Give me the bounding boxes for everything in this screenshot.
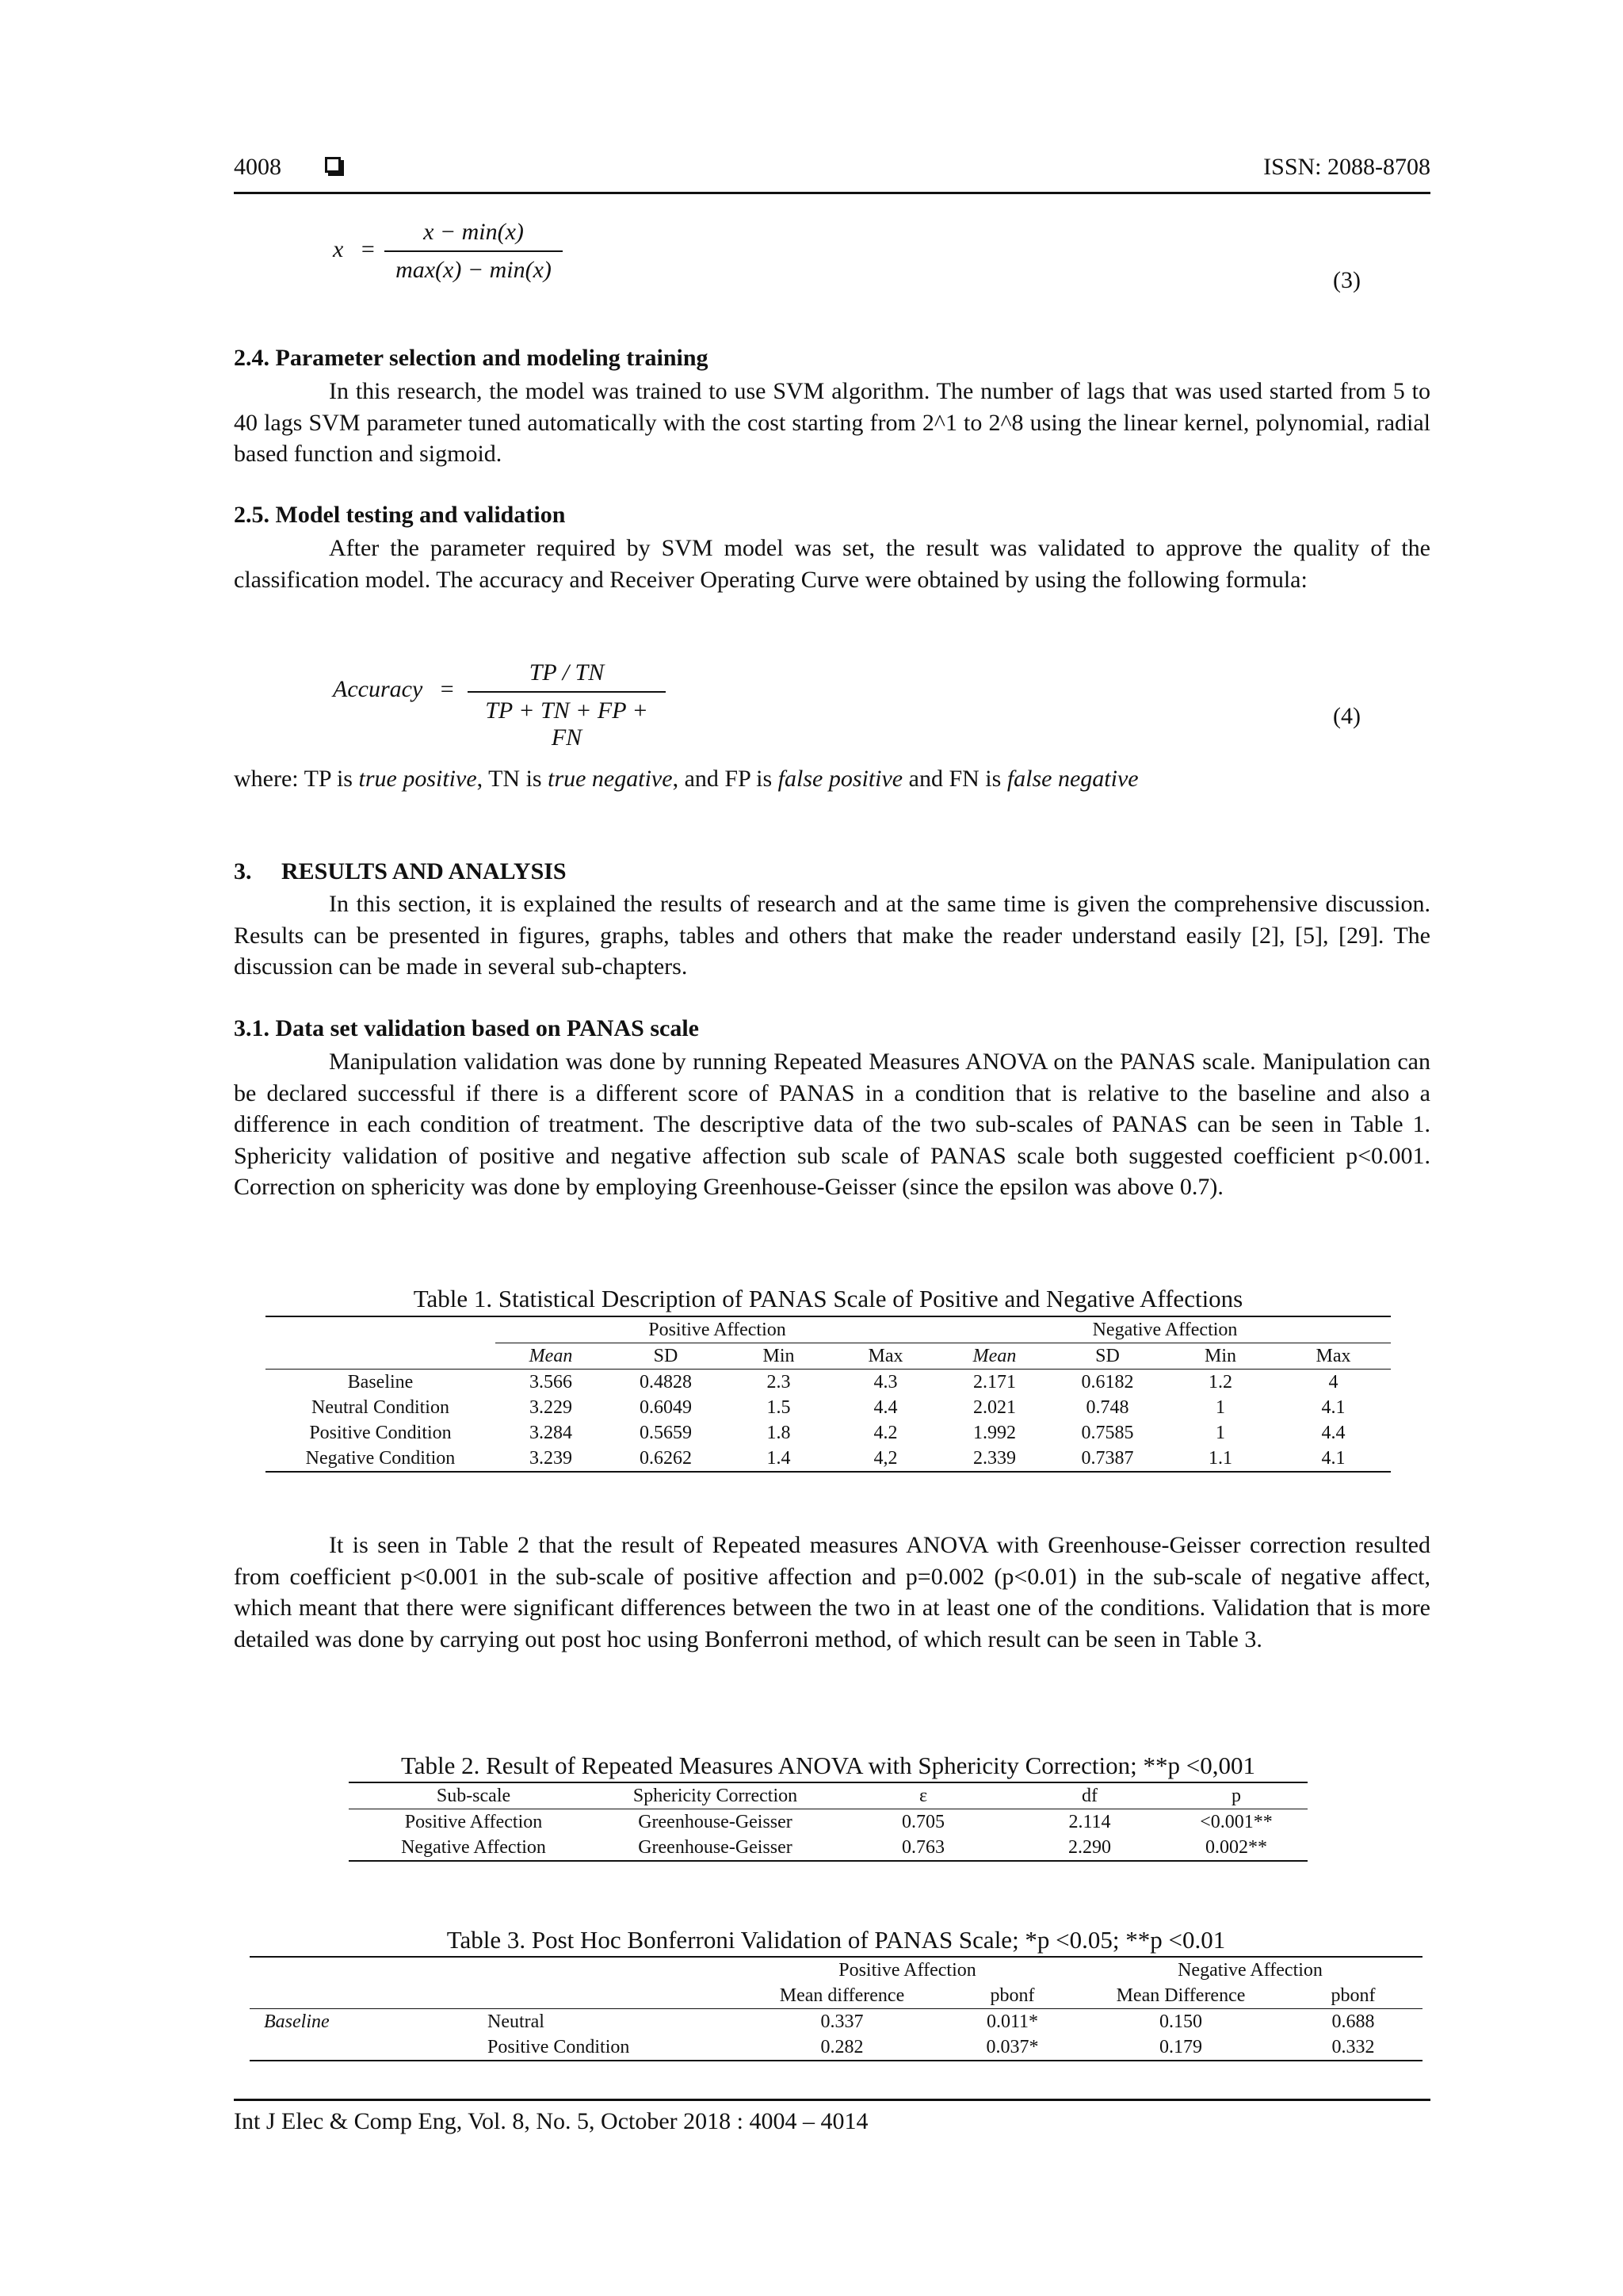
section-heading-3-1: 3.1. Data set validation based on PANAS scale <box>234 1015 699 1041</box>
table3-caption: Table 3. Post Hoc Bonferroni Validation of PANAS Scale; *p <0.05; **p <0.01 <box>446 1926 1226 1954</box>
fraction-bar <box>468 691 666 693</box>
eq3-lhs: x = <box>333 236 375 262</box>
table1-col-header: Mean <box>939 1343 1050 1370</box>
page-footer: Int J Elec & Comp Eng, Vol. 8, No. 5, October 2018 : 4004 – 4014 <box>234 2108 869 2134</box>
eq4-numerator: TP / TN <box>529 659 605 686</box>
table2 <box>349 1782 1308 1862</box>
section-heading-2-4: 2.4. Parameter selection and modeling training <box>234 345 708 371</box>
page-header <box>234 154 1430 185</box>
eq3-fraction <box>384 219 563 284</box>
table1-col-header: SD <box>606 1343 725 1370</box>
table1 <box>265 1316 1391 1473</box>
table3-col-header: pbonf <box>947 1983 1078 2009</box>
table-row: Baseline 3.566 0.4828 2.3 4.3 2.171 0.6182 1.2 4 <box>347 1372 1338 1392</box>
table3-col-header: pbonf <box>1284 1983 1423 2009</box>
footer-rule <box>234 2099 1430 2101</box>
table1-group-negative: Negative Affection <box>939 1316 1391 1343</box>
table2-col-header: p <box>1165 1782 1308 1809</box>
table-row: Negative Condition 3.239 0.6262 1.4 4,2 2.339 0.7387 1.1 4.1 <box>265 1446 1391 1472</box>
table1-col-header: Min <box>725 1343 832 1370</box>
eq3-numerator: x − min(x) <box>423 219 524 245</box>
table-row: Baseline Neutral 0.337 0.011* 0.150 0.688 <box>264 2011 1375 2032</box>
section-2-5-paragraph: After the parameter required by SVM model was set, the result was validated to approve the quality of the classification model. The accuracy and Receiver Operating Curve were obtained by using the following formula: <box>234 535 1430 593</box>
definitions-line: where: TP is true positive, TN is true negative, and FP is false positive and FN is false negative <box>234 766 1139 792</box>
section-3-paragraph: In this section, it is explained the results of research and at the same time is given the comprehensive discussion. Results can be presented in figures, graphs, tables and others that make the reader understand easily [2], [5], [29]. The discussion can be made in several sub-chapters. <box>234 891 1430 980</box>
table-row: Positive Affection Greenhouse-Geisser 0.705 2.114 <0.001** <box>404 1812 1273 1832</box>
eq3-denominator: max(x) − min(x) <box>395 257 552 283</box>
square-bullet-icon <box>325 157 341 173</box>
table3 <box>250 1956 1423 2061</box>
paper-page <box>234 0 1430 2296</box>
table1-col-header: SD <box>1050 1343 1165 1370</box>
table2-col-header: Sub-scale <box>349 1782 598 1809</box>
eq4-denominator: TP + TN + FP + FN <box>485 697 648 751</box>
table2-col-header: Sphericity Correction <box>598 1782 832 1809</box>
table-row: Positive Condition 0.282 0.037* 0.179 0.332 <box>250 2034 1423 2061</box>
eq3-number: (3) <box>1333 267 1361 293</box>
table2-intro-paragraph: It is seen in Table 2 that the result of Repeated measures ANOVA with Greenhouse-Geisser correction resulted from coefficient p<0.001 in the sub-scale of positive affection and p=0.002 (p<0.01) in the sub-scale of negative affect, which meant that there were significant differences between the two in at least one of the conditions. Validation that is more detailed was done by carrying out post hoc using Bonferroni method, of which result can be seen in Table 3. <box>234 1532 1430 1652</box>
section-heading-3: 3. RESULTS AND ANALYSIS <box>234 858 567 884</box>
table3-col-header: Mean Difference <box>1078 1983 1284 2009</box>
table3-col-header: Mean difference <box>737 1983 947 2009</box>
section-2-4-paragraph: In this research, the model was trained to use SVM algorithm. The number of lags that was used started from 5 to 40 lags SVM parameter tuned automatically with the cost starting from 2^1 to 2^8 using the linear kernel, polynomial, radial based function and sigmoid. <box>234 378 1430 467</box>
table1-caption: Table 1. Statistical Description of PANAS Scale of Positive and Negative Affections <box>413 1285 1243 1312</box>
eq4-number: (4) <box>1333 703 1361 729</box>
eq4-fraction <box>468 659 666 751</box>
table3-group-positive: Positive Affection <box>737 1957 1078 1983</box>
eq4-lhs: Accuracy = <box>333 676 454 702</box>
fraction-bar <box>384 250 563 252</box>
table-row: Positive Condition 3.284 0.5659 1.8 4.2 1.992 0.7585 1 4.4 <box>309 1423 1346 1443</box>
table-row: Neutral Condition 3.229 0.6049 1.5 4.4 2.021 0.748 1 4.1 <box>311 1397 1346 1418</box>
section-3-1-paragraph: Manipulation validation was done by running Repeated Measures ANOVA on the PANAS scale. Manipulation can be declared successful if there is a different score of PANAS in a condition that is relative to the baseline and also a difference in each condition of treatment. The descriptive data of the two sub-scales of PANAS can be seen in Table 1. Sphericity validation of positive and negative affection sub scale of PANAS scale both suggested coefficient p<0.001. Correction on sphericity was done by employing Greenhouse-Geisser (since the epsilon was above 0.7). <box>234 1049 1430 1200</box>
header-rule <box>234 192 1430 194</box>
page-number: 4008 <box>234 154 281 180</box>
table2-col-header: df <box>1014 1782 1165 1809</box>
section-heading-2-5: 2.5. Model testing and validation <box>234 502 566 528</box>
table2-col-header: ε <box>832 1782 1014 1809</box>
table3-group-negative: Negative Affection <box>1078 1957 1423 1983</box>
issn: ISSN: 2088-8708 <box>1263 154 1430 180</box>
table1-col-header: Mean <box>495 1343 606 1370</box>
table1-col-header: Min <box>1165 1343 1276 1370</box>
table-row: Negative Affection Greenhouse-Geisser 0.763 2.290 0.002** <box>349 1835 1308 1861</box>
table2-caption: Table 2. Result of Repeated Measures ANOVA with Sphericity Correction; **p <0,001 <box>400 1752 1256 1779</box>
table1-col-header: Max <box>832 1343 939 1370</box>
table1-col-header: Max <box>1276 1343 1391 1370</box>
table1-group-positive: Positive Affection <box>495 1316 939 1343</box>
